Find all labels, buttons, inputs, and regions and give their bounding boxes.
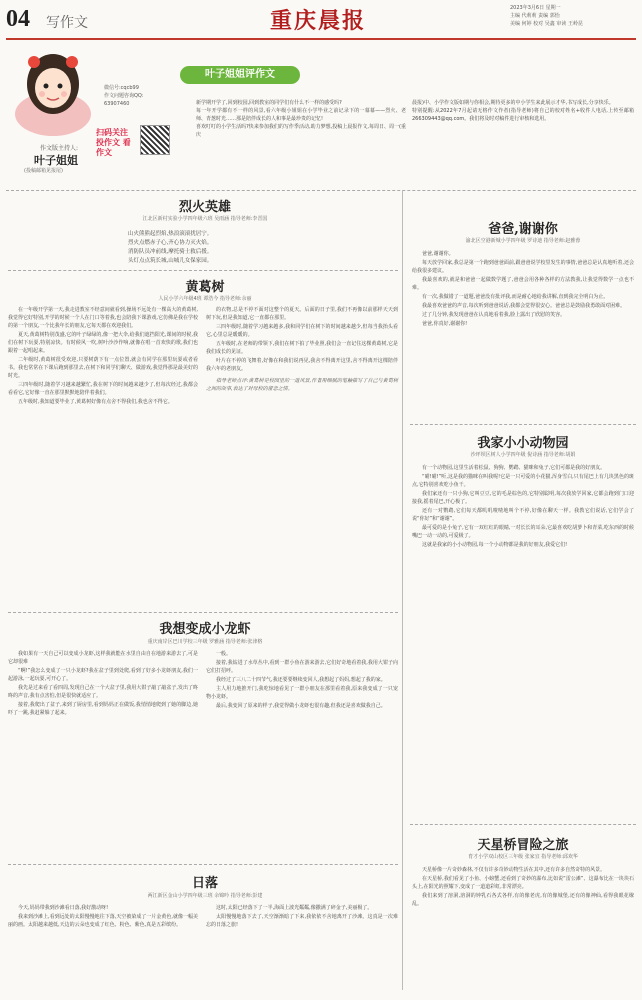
paragraph: 这就是我家的小小动物园,每一个小动物都是我的好朋友,我爱它们! (422, 542, 568, 548)
article-body (8, 650, 198, 718)
article-title: 我想变成小龙虾 (159, 622, 251, 637)
paragraph: 三四年级时,随着学习越来越繁忙,我在树下的时间越来越少了,但每次经过,我都会看看它,它好像一直在那里默默地陪伴着我们。 (8, 382, 198, 396)
avatar (12, 44, 94, 136)
article-byline: 重庆南岸区巴川学校三年级 罗雅涵 指导老师:张津格 (147, 639, 263, 645)
paragraph: 天星桥像一片奇妙森林,不仅有许多奇妙动物生活在其中,还有许多自然奇特的风景。 (422, 867, 606, 873)
paragraph: 五年级时,在老师的带领下,我们在树下拍了毕业照,我们会一直记住这棵黄葛树,它是我们成长的见证。 (206, 341, 398, 355)
paragraph: 最后,我变回了原来的样子,我觉得做小龙虾也很有趣,但我还是喜欢做我自己。 (216, 703, 386, 709)
paragraph: 在天星桥,我们看见了小鱼、小螃蟹,还看到了奇妙的瀑布,比如说“雷公滩”、这瀑布比在一块块石头上,在阳光的照耀下,变成了一道道彩虹,非常漂亮。 (412, 876, 634, 890)
paragraph: “啊!”我怎么变成了一只小龙虾?我在盆子里到处爬,看到了好多小龙虾朋友,我们一起游泳,一起玩耍,可开心了。 (8, 668, 198, 682)
article-title: 爸爸,谢谢你 (488, 222, 558, 237)
intro-text-2: 晨报)中、小学作文版如期与你相会,期待更多的中小学生来此展示才华,书写成长,分享快乐。 特别提醒:从2022年7月起请无格作文作者(指导老师)将自己的校对姓名+收件人电话,上传至邮箱266309443@qq.com。我们将及时对稿件进行审核和选用。 (412, 100, 634, 122)
paragraph: 我们来到了溶洞,溶洞的钟乳石各式各样,有的像老虎,有的像城堡,还有的像神仙,看得我眼花缭乱。 (412, 893, 634, 907)
poem-line: 烈火点燃赤子心,齐心协力灭火焰。 (128, 240, 213, 246)
column-banner: 叶子姐姐评作文 (180, 66, 300, 84)
poem (128, 230, 288, 266)
paragraph: 有一个动物园,这里生活着松鼠、狗狗、鹦鹉、猫咪和兔子,它们可都是我的好朋友。 (422, 465, 606, 471)
paragraph: 还有一对鹦鹉,它们每天都叽叽喳喳地叫个不停,好像在聊天一样。我教它们说话,它们学会了说“你好”和“谢谢”。 (412, 508, 634, 522)
header-rule (6, 38, 636, 40)
column-divider (402, 190, 403, 990)
masthead: 重庆晨报 (270, 8, 367, 34)
author-note: (投稿邮箱见报尾) (24, 168, 63, 174)
header-info (510, 4, 635, 28)
section-title: 写作文 (46, 15, 88, 31)
article-body (206, 650, 398, 711)
author-role: 作文版主持人: (40, 145, 79, 152)
header-info-line: 2023年3月6日 星期一 (510, 5, 561, 11)
divider (8, 612, 398, 613)
profile-slogan: 扫码关注 投作文 看作文 (96, 128, 131, 157)
article-byline: 两江新区金山小学四年级三班 余锦吟 指导老师:彭建 (147, 893, 263, 899)
paragraph: 接着,我爬出了盆子,来到了厨房里,看到妈妈正在做饭,我悄悄地爬到了她的脚边,她吓了一跳,我赶紧躲了起来。 (8, 702, 198, 716)
article-body (8, 904, 198, 930)
paragraph: 我先是过来看了看四周,发现自己在一个大盆子里,我用大钳子敲了敲盆子,发出了咚咚的声音,我有点害怕,但是很快就适应了。 (8, 685, 198, 699)
paragraph: 夏天,黄葛树特别茂盛,它的叶子绿绿的,像一把大伞,给我们遮挡阳光,课间的时候,我们在树下玩耍,特别凉快。有时候风一吹,树叶沙沙作响,就像在唱一首欢快的歌,我们也跟着一起唱起来。 (8, 332, 198, 354)
paragraph: 我们家还有一只小狗,它叫豆豆,它的毛是棕色的,它特别聪明,每次我放学回家,它都会跑到门口迎接我,摇着尾巴,开心极了。 (412, 491, 634, 505)
article-title: 黄葛树 (185, 280, 225, 295)
article-title: 烈火英雄 (178, 200, 231, 215)
paragraph: 我来到沙滩上,看到远处的太阳慢慢地往下落,天空被染成了一片金黄色,就像一幅美丽的画。太阳越来越低,天边的云朵也变成了红色、粉色、紫色,真是五彩缤纷。 (8, 914, 198, 928)
teacher-comment: 指导老师点评:黄葛树是校园里的一道风景,作者用细腻的笔触描写了自己与黄葛树之间的故事,表达了对母校的留恋之情。 (206, 378, 398, 392)
paragraph: “喵!喵!”听,这是我的猫咪在叫我呢!它是一只可爱的小花猫,浑身雪白,只有尾巴上有几块黑色的斑点,它特别喜欢吃小鱼干。 (412, 474, 634, 488)
wechat-id: 微信号:cqcb99 (104, 85, 139, 91)
paragraph: 五年级时,我知道要毕业了,黄葛树好像有点舍不得我们,我也舍不得它。 (18, 399, 173, 405)
paragraph: 的衣物,总是不停不面对这整个的夏天。后面的日子里,我们不再像以前那样天天到树下玩,但是我知道,它一直都在那里。 (206, 307, 398, 321)
article-byline: 人民小学六年级4班 谭浩今 指导老师:余丽 (158, 296, 252, 302)
page-number: 04 (6, 6, 30, 32)
divider (6, 190, 636, 191)
divider (410, 424, 636, 425)
divider (8, 864, 398, 865)
article-body (412, 464, 634, 550)
header-info-line: 美编 何婷 校对 吴鑫 审读 王岭昆 (510, 21, 583, 27)
article-body (412, 866, 634, 909)
paragraph: 我最喜欢爸爸的声音,每次听到爸爸说话,我都会觉得很安心。爸爸总是鼓励我勇敢面对困难。 (422, 303, 626, 309)
article-body (412, 250, 634, 329)
header-info-line: 主编 代莉莉 责编 郭怡 (510, 13, 560, 19)
paragraph: 三四年级时,随着学习越来越多,我和同学们在树下的时间越来越少,但每当我抬头看它,心里总是暖暖的。 (206, 324, 398, 338)
paragraph: 今天,妈妈带我到沙滩看日落,我好激动呀! (18, 905, 109, 911)
paragraph: 叶片在不停的飞舞着,好像在和我们说再见,我舍不得离开这里,舍不得离开这棵陪伴我六年的老朋友。 (206, 358, 398, 372)
article-title: 天星桥冒险之旅 (477, 838, 569, 853)
paragraph: 这时,太阳已经落下了一半,海面上波光粼粼,像撒满了碎金子,美丽极了。 (216, 905, 373, 911)
qq-label: 作文问题咨询QQ: (104, 93, 144, 99)
article-byline: 沙坪坝区树人小学四年级 倪诗涵 指导老师:胡娟 (470, 452, 576, 458)
paragraph: 一般。 (216, 651, 232, 657)
paragraph: 主人用力地推开门,我吃惊地看见了一群小朋友在那里看着我,原来我变成了一只宠物小龙虾。 (206, 686, 398, 700)
article-body (8, 306, 198, 407)
divider (8, 270, 398, 271)
paragraph: 二年级时,黄葛树很受欢迎,只要树荫下有一点位置,就会有同学在那里玩耍或者看书。我也常常在下课后跑到那里去,在树下和同学们聊天、做游戏,我觉得那是最美好的时光。 (8, 357, 198, 379)
paragraph: 我最喜欢的,就是和爸爸一起做数学题了,爸爸会用各种各样的方法教我,让我觉得数学一点也不难。 (412, 277, 634, 291)
article-body (206, 904, 398, 930)
paragraph: 每天放学回家,我总是第一个跑到爸爸面前,跟爸爸说学校里发生的事情,爸爸总是认真地听着,还会给我很多建议。 (412, 260, 634, 274)
qr-code-icon[interactable] (140, 125, 170, 155)
profile-info (104, 84, 170, 108)
article-byline: 渝北区空港新城小学四年级 罗诗迪 指导老师:赵雅蓉 (465, 238, 581, 244)
paragraph: 我经过了三八二十四节气,我还要要继续变回人,我想起了妈妈,想起了我的家。 (216, 677, 386, 683)
page-header (0, 0, 642, 38)
paragraph: 过了几分钟,我发现爸爸在认真地看着我,脸上露出了欣慰的笑容。 (422, 312, 566, 318)
qq-number: 63907460 (104, 101, 130, 107)
paragraph: 太阳慢慢地落下去了,天空渐渐暗了下来,我依依不舍地离开了沙滩。这真是一次难忘的日落之旅! (206, 914, 398, 928)
poem-line: 头灯点点筑长城,山城儿女保家园。 (128, 258, 213, 264)
article-title: 日落 (191, 876, 218, 891)
paragraph: 有一次,我做错了一道题,爸爸没有批评我,而是耐心地给我讲解,直到我完全明白为止。 (422, 294, 609, 300)
paragraph: 在一年级开学第一天,我走进教室不经意间就看到,操场不远处有一棵高大的黄葛树,我觉得它好特别,开学的时候一个人在门口等着我,也会陪我下课游戏,它仿佛是我在学校的第一个朋友,一个比我年长的朋友,它每天都在欢迎我们。 (8, 307, 198, 329)
article-title: 我家小小动物园 (477, 436, 569, 451)
article-byline: 育才小学双山校区三年级 张家宜 指导老师:邱欢华 (468, 854, 578, 860)
poem-line: 山火熊熊起烈焰,热浪滚滚扰居宁。 (128, 231, 213, 237)
divider (410, 824, 636, 825)
paragraph: 接着,我钻进了水草丛中,看到一群小鱼在游来游去,它们好奇地看着我,我用大钳子向它们打招呼。 (206, 660, 398, 674)
paragraph: 爸爸,你真好,谢谢你! (422, 321, 468, 327)
article-byline: 江北区新村实验小学四年级六班 吴雨涵 指导老师:李晋国 (142, 216, 268, 222)
paragraph: 我如果有一天自己可以变成小龙虾,这样我就能在水里自由自在地游来游去了,可是它却很难 (8, 651, 198, 665)
paragraph: 爸爸,谢谢你。 (422, 251, 454, 257)
paragraph: 最可爱的是小兔子,它有一双红红的眼睛,一对长长的耳朵,它最喜欢吃胡萝卜和青菜,吃东西的时候嘴巴一动一动的,可爱极了。 (412, 525, 634, 539)
article-body (206, 306, 398, 394)
author-name: 叶子姐姐 (34, 154, 78, 167)
poem-line: 消防队员冲前线,摩托骑士救后援。 (128, 249, 213, 255)
intro-text: 新学期开学了,回到校园,回到教室的同学们有什么不一样的感受吗? 每一年开学都有不一样的风景,看六年级小姐姐在小学毕业之前记录下的一幕幕——烈火、老师、青葱时光……那是陪伴成长的人和事是最珍贵的记忆! 喜欢叮叮的小学生活吗?快来参加我们的写作季活动,助力梦想,投稿上晨报作文,每周日、周一(重庆 (196, 100, 406, 138)
